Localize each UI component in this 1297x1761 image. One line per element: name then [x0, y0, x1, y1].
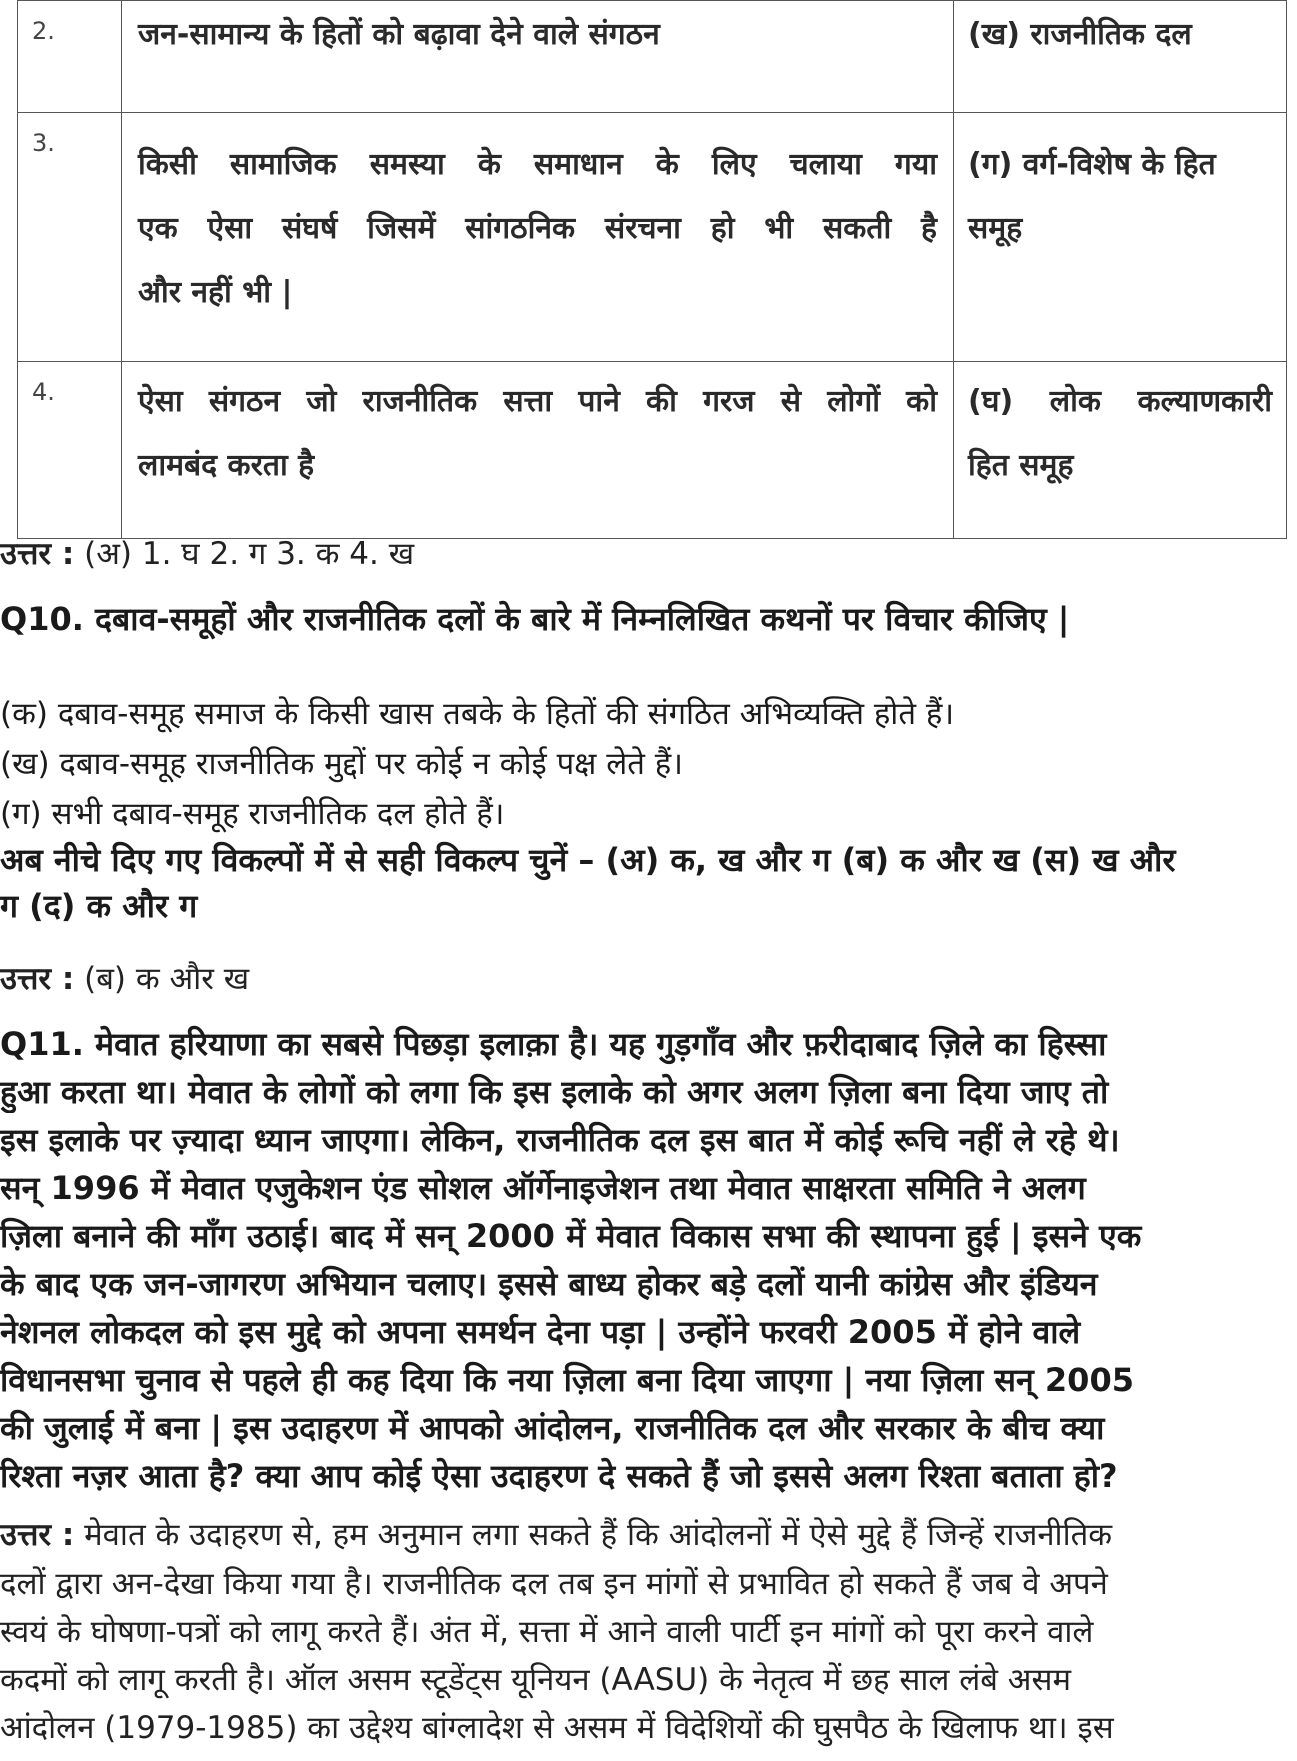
table-row [18, 1, 1287, 113]
option-line: (ख) राजनीतिक दल [968, 17, 1192, 52]
question-q11-line: रिश्ता नज़र आता है? क्या आप कोई ऐसा उदाहरण दे सकते हैं जो इससे अलग रिश्ता बताता हो? [0, 1457, 1118, 1495]
answer-q11-line: स्वयं के घोषणा-पत्रों को लागू करते हैं। अंत में, सत्ता में आने वाली पार्टी इन मांगों को पूरा करने वाले [0, 1614, 1094, 1650]
question-q11-line: के बाद एक जन-जागरण अभियान चलाए। इससे बाध्य होकर बड़े दलों यानी कांग्रेस और इंडियन [0, 1265, 1098, 1303]
description-line: जन-सामान्य के हितों को बढ़ावा देने वाले संगठन [138, 17, 660, 52]
row-number: 3. [18, 113, 122, 362]
question-q11-line: की जुलाई में बना | इस उदाहरण में आपको आंदोलन, राजनीतिक दल और सरकार के बीच क्या [0, 1409, 1105, 1447]
table-row [18, 113, 1287, 362]
question-q11-line: नेशनल लोकदल को इस मुद्दे को अपना समर्थन देना पड़ा | उन्होंने फरवरी 2005 में होने वाले [0, 1313, 1081, 1351]
question-q11-line: हुआ करता था। मेवात के लोगों को लगा कि इस इलाके को अगर अलग ज़िला बना दिया जाए तो [0, 1073, 1109, 1111]
row-option [954, 362, 1287, 539]
answer-q11-line: आंदोलन (1979-1985) का उद्देश्य बांग्लादेश से असम में विदेशियों की घुसपैठ के खिलाफ था। इस [0, 1710, 1114, 1746]
answer-label: उत्तर : [0, 1517, 75, 1553]
question-q10: Q10. दबाव-समूहों और राजनीतिक दलों के बारे में निम्नलिखित कथनों पर विचार कीजिए | [0, 600, 1070, 638]
answer-text: (अ) 1. घ 2. ग 3. क 4. ख [84, 536, 415, 572]
question-q11-line: Q11. मेवात हरियाणा का सबसे पिछड़ा इलाक़ा है। यह गुड़गाँव और फ़रीदाबाद ज़िले का हिस्सा [0, 1025, 1107, 1063]
answer-q10 [0, 957, 1295, 999]
description-line: और नहीं भी | [138, 275, 293, 310]
row-option [954, 113, 1287, 362]
choose-line: ग (द) क और ग [0, 887, 198, 925]
answer-label: उत्तर : [0, 961, 75, 997]
row-description [122, 1, 954, 113]
question-q11-line: सन् 1996 में मेवात एजुकेशन एंड सोशल ऑर्गेनाइजेशन तथा मेवात साक्षरता समिति ने अलग [0, 1169, 1086, 1207]
table-row [18, 362, 1287, 539]
option-line: हित समूह [968, 448, 1074, 483]
statement-ka: (क) दबाव-समूह समाज के किसी खास तबके के हितों की संगठित अभिव्यक्ति होते हैं। [0, 696, 955, 732]
answer-text: मेवात के उदाहरण से, हम अनुमान लगा सकते हैं कि आंदोलनों में ऐसे मुद्दे हैं जिन्हें राजनीतिक [84, 1517, 1113, 1553]
question-q11-line: विधानसभा चुनाव से पहले ही कह दिया कि नया ज़िला बना दिया जाएगा | नया ज़िला सन् 2005 [0, 1361, 1134, 1399]
question-q11-line: इस इलाके पर ज़्यादा ध्यान जाएगा। लेकिन, राजनीतिक दल इस बात में कोई रूचि नहीं ले रहे थे। [0, 1121, 1120, 1159]
answer-q11-line: कदमों को लागू करती है। ऑल असम स्टूडेंट्स यूनियन (AASU) के नेतृत्व में छह साल लंबे असम [0, 1662, 1071, 1698]
row-number: 2. [18, 1, 122, 113]
row-description [122, 362, 954, 539]
option-line: (घ) लोक कल्याणकारी [968, 384, 1272, 419]
row-number: 4. [18, 362, 122, 539]
answer-q11-line [0, 1513, 1295, 1555]
description-line: किसी सामाजिक समस्या के समाधान के लिए चलाया गया [138, 147, 937, 182]
description-line: ऐसा संगठन जो राजनीतिक सत्ता पाने की गरज से लोगों को [138, 384, 937, 419]
answer-q9 [0, 532, 1295, 574]
match-table [17, 0, 1287, 539]
statement-ga: (ग) सभी दबाव-समूह राजनीतिक दल होते हैं। [0, 796, 505, 832]
row-description [122, 113, 954, 362]
description-line: एक ऐसा संघर्ष जिसमें सांगठनिक संरचना हो भी सकती है [138, 211, 937, 246]
question-q11-line: ज़िला बनाने की माँग उठाई। बाद में सन् 2000 में मेवात विकास सभा की स्थापना हुई | इसने एक [0, 1217, 1142, 1255]
option-line: (ग) वर्ग-विशेष के हित समूह [968, 147, 1216, 246]
answer-label: उत्तर : [0, 536, 75, 572]
row-option [954, 1, 1287, 113]
answer-text: (ब) क और ख [84, 961, 250, 997]
description-line: लामबंद करता है [138, 448, 315, 483]
statement-kha: (ख) दबाव-समूह राजनीतिक मुद्दों पर कोई न कोई पक्ष लेते हैं। [0, 746, 684, 782]
answer-q11-line: दलों द्वारा अन-देखा किया गया है। राजनीतिक दल तब इन मांगों से प्रभावित हो सकते हैं जब वे अपने [0, 1566, 1108, 1602]
choose-line: अब नीचे दिए गए विकल्पों में से सही विकल्प चुनें – (अ) क, ख और ग (ब) क और ख (स) ख और [0, 841, 1176, 879]
